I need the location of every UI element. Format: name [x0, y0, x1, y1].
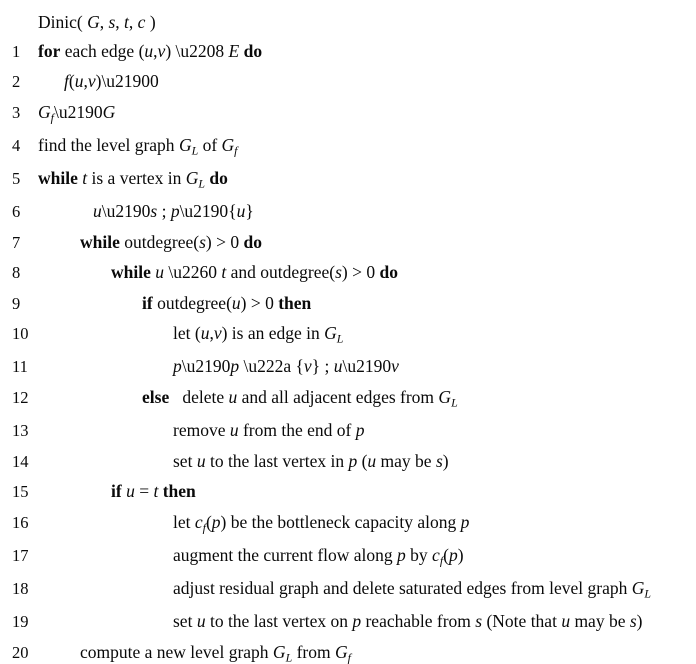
line-number: 2 [12, 72, 21, 91]
code-line-12 [8, 386, 696, 410]
line-number: 12 [12, 387, 29, 407]
code-text: find the level graph $G_L$ of $G_f$ [38, 134, 238, 158]
code-line-13 [8, 422, 696, 440]
line-number: 20 [12, 642, 29, 662]
code-line-20 [8, 641, 696, 664]
line-number: 5 [12, 168, 21, 188]
code-line-8 [8, 264, 696, 282]
code-line-16 [8, 511, 696, 534]
code-text: if outdegree(u) > 0 then [142, 292, 312, 313]
code-line-17 [8, 544, 696, 568]
line-number: 3 [12, 102, 21, 122]
algorithm-pseudocode-block [0, 12, 696, 664]
code-line-19 [8, 613, 696, 631]
code-line-11 [8, 358, 696, 376]
line-number: 9 [12, 293, 21, 313]
code-line-4 [8, 134, 696, 158]
code-text: set u to the last vertex in p (u may be s) [173, 450, 449, 471]
line-number: 19 [12, 612, 29, 632]
code-text: while t is a vertex in $G_L$ do [38, 167, 228, 191]
line-number: 1 [12, 41, 21, 61]
code-line-5 [8, 167, 696, 191]
code-text: while u \u2260 t and outdegree(s) > 0 do [111, 262, 398, 283]
code-text: f(u,v)\u21900 [64, 71, 159, 91]
line-number: 18 [12, 579, 29, 599]
code-text: remove u from the end of p [173, 420, 365, 441]
line-number: 13 [12, 421, 29, 441]
code-line-2 [8, 73, 696, 91]
algorithm-signature: Dinic( G, s, t, c ) [38, 12, 156, 32]
code-text: if u = t then [111, 481, 196, 502]
code-text: set u to the last vertex on p reachable from s (Note that u may be s) [173, 611, 643, 632]
line-number: 11 [12, 357, 28, 377]
line-number: 10 [12, 324, 29, 344]
code-line-6 [8, 203, 696, 221]
code-line-1 [8, 40, 696, 61]
code-text: augment the current flow along p by $c_f(p)$ [173, 544, 464, 568]
code-text: adjust residual graph and delete saturated edges from level graph $G_L$ [173, 578, 651, 601]
code-text: u\u2190s ; p\u2190{u} [93, 201, 254, 222]
line-number: 17 [12, 545, 29, 565]
code-text: let (u,v) is an edge in $G_L$ [173, 323, 344, 346]
code-text: let $c_f(p)$ be the bottleneck capacity along p [173, 511, 470, 534]
line-number: 15 [12, 482, 29, 502]
code-line-15 [8, 483, 696, 501]
code-line-10 [8, 325, 696, 345]
code-line-3 [8, 101, 696, 124]
line-number: 6 [12, 202, 21, 222]
code-text: p\u2190p \u222a {v} ; u\u2190v [173, 356, 399, 377]
line-number: 16 [12, 512, 29, 532]
code-text: else delete u and all adjacent edges from $G_L$ [142, 386, 458, 410]
line-number: 8 [12, 263, 21, 283]
line-number: 7 [12, 232, 21, 252]
line-number: 4 [12, 135, 21, 155]
code-text: compute a new level graph $G_L$ from $G_f$ [80, 641, 351, 664]
code-text: $G_f\backslash u2190G$ [38, 101, 116, 124]
code-line-9 [8, 292, 696, 313]
algorithm-title-line [8, 14, 696, 32]
line-number: 14 [12, 451, 29, 471]
code-line-14 [8, 450, 696, 471]
code-text: for each edge (u,v) \u2208 E do [38, 40, 263, 61]
code-text: while outdegree(s) > 0 do [80, 231, 262, 252]
code-line-7 [8, 231, 696, 252]
code-line-18 [8, 580, 696, 600]
